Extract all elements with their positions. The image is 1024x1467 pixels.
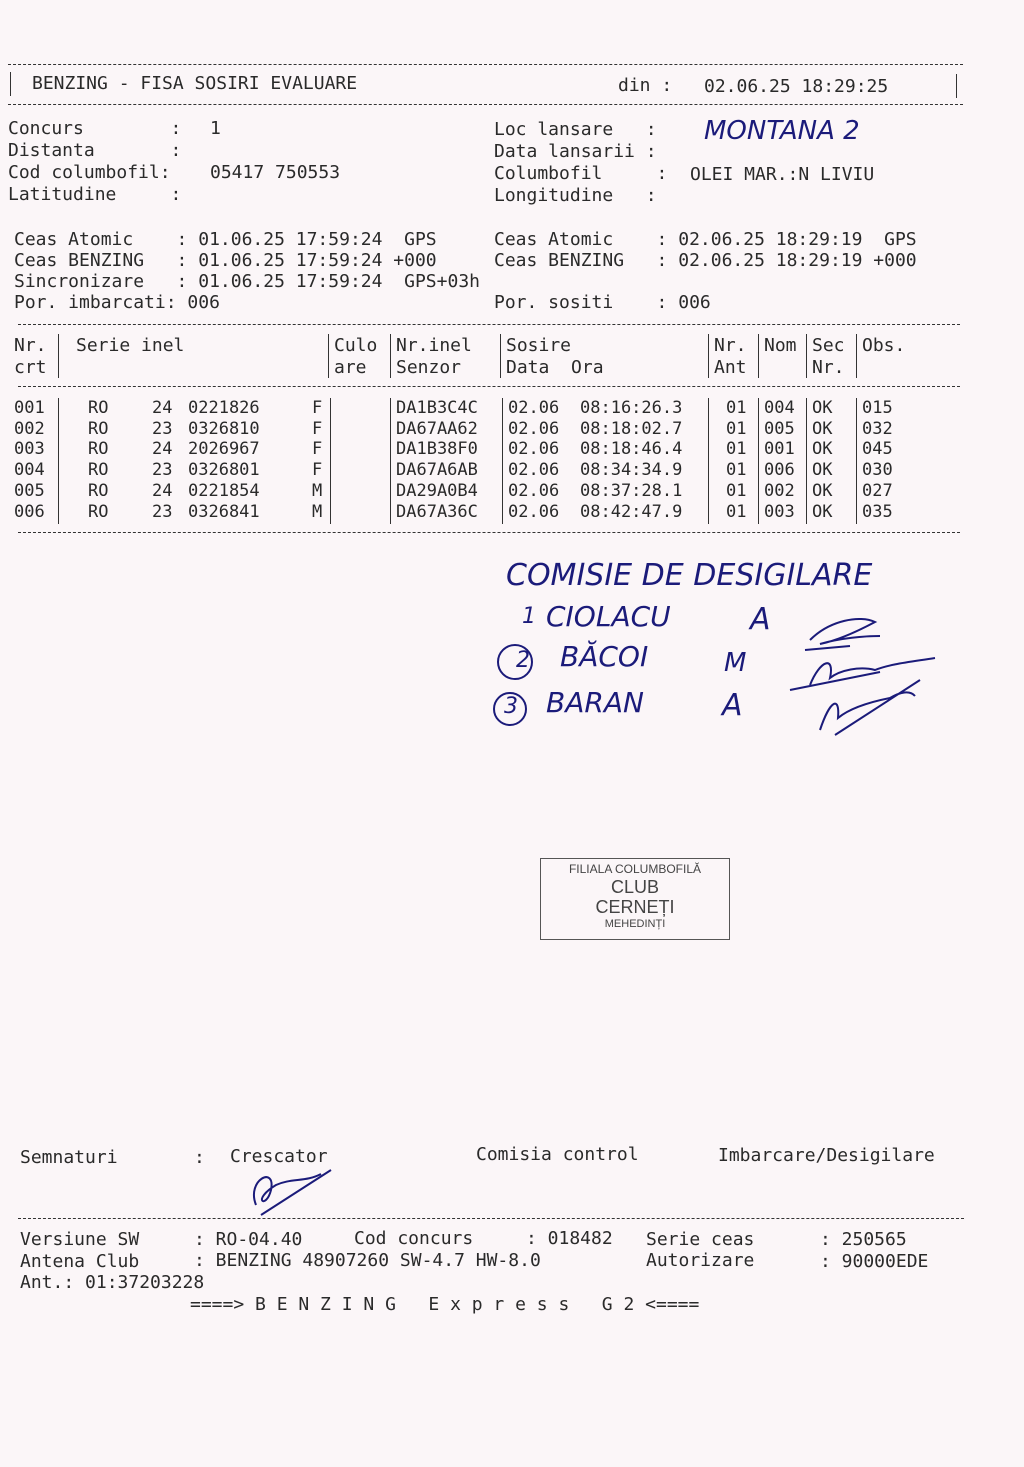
cell-date: 02.06 [508, 460, 560, 481]
value-concurs: 1 [210, 118, 221, 139]
cell-date: 02.06 [508, 398, 560, 418]
circle-2-icon [498, 645, 532, 679]
cell-obs: 030 [862, 460, 893, 481]
label-loc-lansare: Loc lansare : [494, 119, 657, 140]
commission-member-2-num: 2 [516, 648, 530, 673]
th-nr-ant-2: Ant [714, 357, 747, 378]
th-divider [856, 334, 857, 378]
versiune-label: Versiune SW [20, 1229, 140, 1250]
club-stamp [540, 858, 730, 940]
cell-time: 08:34:34.9 [580, 460, 683, 481]
th-nr-ant-1: Nr. [714, 335, 747, 356]
th-culoare-1: Culo [334, 335, 378, 356]
antena-label: Antena Club [20, 1251, 140, 1272]
th-divider [708, 334, 709, 378]
cod-concurs-label: Cod concurs [354, 1228, 474, 1249]
benzing-banner: ====> B E N Z I N G E x p r e s s G 2 <==== [190, 1294, 700, 1315]
header-bottom-rule [8, 104, 963, 105]
value-columbofil: OLEI MAR.:N LIVIU [690, 164, 875, 185]
signatures-colon: : [194, 1147, 205, 1168]
cell-nom: 006 [764, 460, 795, 481]
signatures-label: Semnaturi [20, 1147, 118, 1168]
commission-member-3-num: 3 [504, 694, 518, 719]
th-divider [58, 334, 59, 378]
cell-sex: M [312, 501, 323, 522]
commission-member-2-name: BĂCOI [560, 640, 649, 673]
cell-obs: 035 [862, 501, 893, 522]
cell-senzor: DA29A0B4 [396, 480, 478, 501]
th-nr-inel-1: Nr.inel [396, 335, 472, 356]
cell-year: 23 [152, 501, 173, 522]
header-top-rule [8, 64, 963, 65]
cell-senzor: DA67A6AB [396, 460, 478, 481]
date-label: din : [618, 75, 673, 96]
cell-year: 24 [152, 439, 173, 460]
clock-left-3: Sincronizare : 01.06.25 17:59:24 GPS+03h [14, 271, 480, 292]
table-bottom-rule [18, 532, 960, 533]
cell-sex: M [312, 480, 323, 501]
th-sosire-2: Data Ora [506, 357, 604, 378]
commission-member-3-initial: A [722, 688, 743, 723]
table-header-rule [18, 386, 960, 387]
commission-member-1-initial: A [750, 602, 771, 637]
td-divider [330, 398, 331, 524]
clock-left-4: Por. imbarcati: 006 [14, 292, 220, 313]
cell-time: 08:18:02.7 [580, 418, 683, 439]
commission-member-1-num: 1 [522, 604, 536, 629]
cell-year: 23 [152, 460, 173, 481]
cell-country: RO [88, 398, 109, 418]
clock-right-4: Por. sositi : 006 [494, 292, 711, 313]
th-obs: Obs. [862, 335, 906, 356]
stamp-line-3: CERNEȚI [595, 897, 675, 918]
autorizare-value: : 90000EDE [820, 1251, 929, 1272]
cell-ring: 2026967 [188, 439, 260, 460]
commission-member-1-name: CIOLACU [546, 600, 671, 633]
cell-nom: 001 [764, 439, 795, 460]
cell-ant: 01 [726, 398, 747, 418]
th-sosire-1: Sosire [506, 335, 572, 356]
cell-time: 08:18:46.4 [580, 439, 683, 460]
cell-obs: 045 [862, 439, 893, 460]
cell-year: 24 [152, 480, 173, 501]
cell-country: RO [88, 418, 109, 439]
cell-nom: 002 [764, 480, 795, 501]
versiune-value: : RO-04.40 [194, 1229, 303, 1250]
clock-left-1: Ceas Atomic : 01.06.25 17:59:24 GPS [14, 229, 437, 250]
cell-time: 08:16:26.3 [580, 398, 683, 418]
th-divider [328, 334, 329, 378]
cell-country: RO [88, 480, 109, 501]
cell-ant: 01 [726, 460, 747, 481]
th-divider [758, 334, 759, 378]
cell-sec: OK [812, 501, 833, 522]
label-columbofil: Columbofil : [494, 163, 668, 184]
cell-year: 24 [152, 398, 173, 418]
cell-senzor: DA67AA62 [396, 418, 478, 439]
clock-right-1: Ceas Atomic : 02.06.25 18:29:19 GPS [494, 229, 917, 250]
cell-obs: 027 [862, 480, 893, 501]
cell-ant: 01 [726, 439, 747, 460]
antena-value: : BENZING 48907260 SW-4.7 HW-8.0 [194, 1250, 541, 1271]
label-latitudine: Latitudine : [8, 184, 182, 205]
label-cod-columbofil: Cod columbofil: [8, 162, 171, 183]
td-divider [390, 398, 391, 524]
cell-time: 08:42:47.9 [580, 501, 683, 522]
th-culoare-2: are [334, 357, 367, 378]
cell-ant: 01 [726, 501, 747, 522]
cell-ring: 0221854 [188, 480, 260, 501]
serie-ceas-value: : 250565 [820, 1229, 907, 1250]
cell-nr: 006 [14, 501, 45, 522]
th-serie-inel: Serie inel [76, 335, 185, 356]
th-nom: Nom [764, 335, 797, 356]
cell-senzor: DA1B3C4C [396, 398, 478, 418]
footer-rule [18, 1218, 964, 1219]
cell-sex: F [312, 398, 323, 418]
td-divider [758, 398, 759, 524]
th-sec-1: Sec [812, 335, 845, 356]
circle-3-icon [494, 693, 526, 725]
td-divider [708, 398, 709, 524]
th-nr-crt-2: crt [14, 357, 47, 378]
stamp-line-1: FILIALA COLUMBOFILĂ [568, 862, 702, 876]
cell-ring: 0326810 [188, 418, 260, 439]
cell-date: 02.06 [508, 501, 560, 522]
cell-sec: OK [812, 460, 833, 481]
sheet-title: BENZING - FISA SOSIRI EVALUARE [32, 73, 358, 94]
cell-ant: 01 [726, 480, 747, 501]
comisia-label: Comisia control [476, 1144, 639, 1165]
td-divider [502, 398, 503, 524]
imbarcare-label: Imbarcare/Desigilare [718, 1145, 935, 1166]
value-cod-columbofil: 05417 750553 [210, 162, 341, 183]
cell-nom: 005 [764, 418, 795, 439]
date-value: 02.06.25 18:29:25 [704, 76, 889, 97]
cell-year: 23 [152, 418, 173, 439]
cell-country: RO [88, 501, 109, 522]
cell-nr: 002 [14, 418, 45, 439]
commission-member-3-name: BARAN [546, 686, 644, 719]
cell-senzor: DA1B38F0 [396, 439, 478, 460]
stamp-line-4: MEHEDINȚI [604, 918, 666, 931]
cell-ring: 0326841 [188, 501, 260, 522]
stamp-line-2: CLUB [610, 876, 659, 897]
cell-date: 02.06 [508, 480, 560, 501]
ant-line: Ant.: 01:37203228 [20, 1272, 205, 1293]
cell-nr: 005 [14, 480, 45, 501]
label-longitudine: Longitudine : [494, 185, 657, 206]
cell-sec: OK [812, 480, 833, 501]
clock-left-2: Ceas BENZING : 01.06.25 17:59:24 +000 [14, 250, 437, 271]
cell-date: 02.06 [508, 439, 560, 460]
cell-nr: 001 [14, 398, 45, 418]
clock-right-2: Ceas BENZING : 02.06.25 18:29:19 +000 [494, 250, 917, 271]
cell-obs: 032 [862, 418, 893, 439]
cell-sec: OK [812, 439, 833, 460]
autorizare-label: Autorizare [646, 1250, 755, 1271]
label-distanta: Distanta : [8, 140, 182, 161]
number-circles [490, 636, 550, 736]
commission-member-2-initial: M [724, 648, 747, 678]
cell-nom: 003 [764, 501, 795, 522]
td-divider [856, 398, 857, 524]
crescator-label: Crescator [230, 1146, 328, 1167]
th-divider [500, 334, 501, 378]
cell-nr: 004 [14, 460, 45, 481]
cell-ant: 01 [726, 418, 747, 439]
handwritten-commission-title: COMISIE DE DESIGILARE [506, 558, 873, 593]
cell-sex: F [312, 418, 323, 439]
cell-nr: 003 [14, 439, 45, 460]
header-left-bar [10, 72, 11, 96]
td-divider [806, 398, 807, 524]
cell-senzor: DA67A36C [396, 501, 478, 522]
td-divider [58, 398, 59, 524]
cell-sec: OK [812, 398, 833, 418]
header-right-bar [956, 74, 957, 98]
cell-sex: F [312, 460, 323, 481]
th-nr-inel-2: Senzor [396, 357, 462, 378]
breeder-signature-icon [236, 1160, 346, 1220]
cell-date: 02.06 [508, 418, 560, 439]
cell-country: RO [88, 460, 109, 481]
label-data-lansarii: Data lansarii : [494, 141, 657, 162]
cod-concurs-value: : 018482 [526, 1228, 613, 1249]
cell-ring: 0326801 [188, 460, 260, 481]
table-top-rule [18, 324, 960, 325]
cell-sex: F [312, 439, 323, 460]
cell-sec: OK [812, 418, 833, 439]
commission-signatures-icon [780, 600, 950, 740]
cell-country: RO [88, 439, 109, 460]
th-divider [390, 334, 391, 378]
label-concurs: Concurs : [8, 118, 182, 139]
cell-ring: 0221826 [188, 398, 260, 418]
cell-time: 08:37:28.1 [580, 480, 683, 501]
th-nr-crt-1: Nr. [14, 335, 47, 356]
th-sec-2: Nr. [812, 357, 845, 378]
serie-ceas-label: Serie ceas [646, 1229, 755, 1250]
handwritten-location: MONTANA 2 [704, 116, 860, 146]
cell-obs: 015 [862, 398, 893, 418]
th-divider [806, 334, 807, 378]
cell-nom: 004 [764, 398, 795, 418]
